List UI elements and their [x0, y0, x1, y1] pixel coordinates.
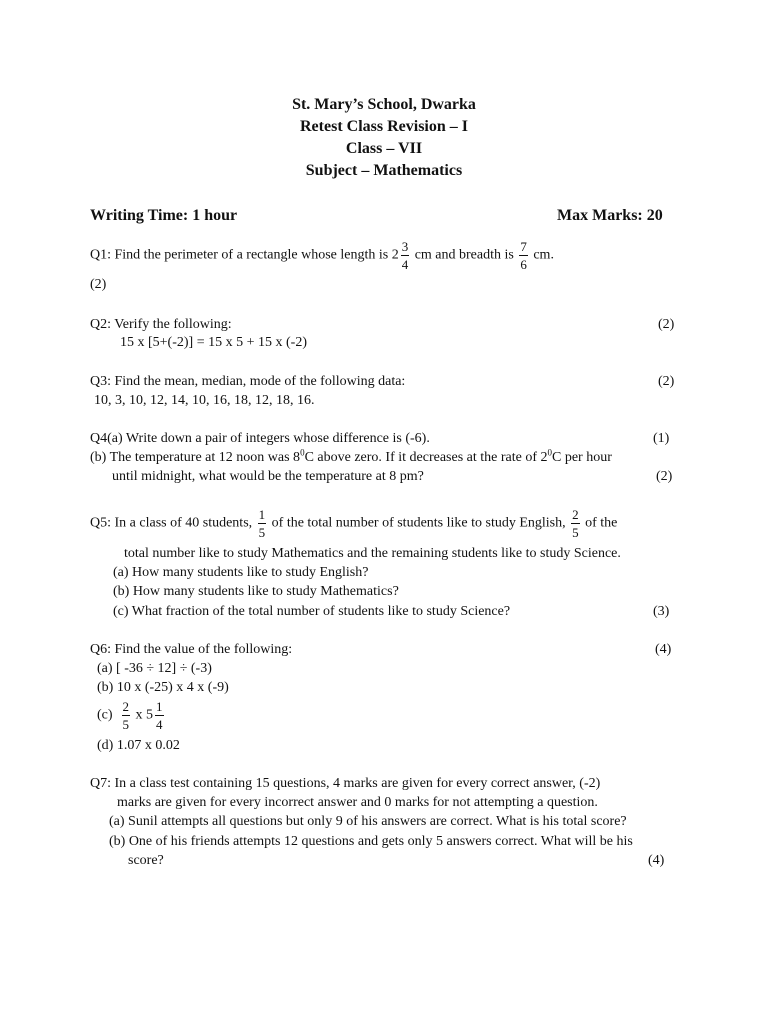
q1-text-lead: Q1: Find the perimeter of a rectangle whose length is 2	[90, 247, 399, 263]
q7-part-b: (b) One of his friends attempts 12 questions and gets only 5 answers correct. What will be his	[109, 834, 633, 849]
q4-part-b	[90, 447, 612, 465]
q1-length-den: 4	[401, 257, 409, 272]
q4-b-line2: until midnight, what would be the temperature at 8 pm?	[112, 469, 424, 484]
q2-expression: 15 x [5+(-2)] = 15 x 5 + 15 x (-2)	[120, 335, 307, 350]
q6-part-c	[97, 700, 166, 731]
q6-title: Q6: Find the value of the following:	[90, 642, 293, 657]
question-1	[90, 240, 554, 271]
q3-title: Q3: Find the mean, median, mode of the following data:	[90, 374, 406, 389]
q4-b-marks: (2)	[656, 469, 673, 484]
q5-text-end: of the	[581, 515, 618, 531]
q1-text-end: cm.	[529, 247, 554, 263]
q7-line1: Q7: In a class test containing 15 questions, 4 marks are given for every correct answer, (-2)	[90, 776, 601, 791]
q4-part-a: Q4(a) Write down a pair of integers whose difference is (-6).	[90, 431, 430, 446]
q4-b-text-2: C above zero. If it decreases at the rate of 2	[304, 450, 548, 465]
q6-c-f1-den: 5	[122, 717, 130, 732]
q5-f1-num: 1	[258, 507, 266, 522]
q1-length-num: 3	[401, 239, 409, 254]
q5-part-a: (a) How many students like to study English?	[113, 565, 369, 580]
q5-text-mid: of the total number of students like to study English,	[268, 515, 570, 531]
q1-breadth-num: 7	[520, 239, 527, 254]
class-title: Class – VII	[345, 140, 423, 157]
q6-part-a: (a) [ -36 ÷ 12] ÷ (-3)	[97, 661, 212, 676]
q6-marks: (4)	[655, 642, 672, 657]
q6-c-f2-den: 4	[156, 717, 163, 732]
q5-f1-den: 5	[258, 525, 266, 540]
q5-fraction-1	[258, 508, 267, 539]
test-title: Retest Class Revision – I	[300, 118, 468, 135]
q1-breadth-fraction	[519, 240, 528, 271]
q3-marks: (2)	[658, 374, 675, 389]
q3-data: 10, 3, 10, 12, 14, 10, 16, 18, 12, 18, 16.	[94, 393, 315, 408]
q6-part-b: (b) 10 x (-25) x 4 x (-9)	[97, 680, 229, 695]
q5-text-lead: Q5: In a class of 40 students,	[90, 515, 256, 531]
q5-part-b: (b) How many students like to study Mathematics?	[113, 584, 399, 599]
q2-marks: (2)	[658, 317, 675, 332]
writing-time: Writing Time: 1 hour	[90, 207, 238, 224]
q6-part-d: (d) 1.07 x 0.02	[97, 738, 180, 753]
degree-superscript: 0	[300, 447, 305, 458]
q6-c-fraction-1	[122, 700, 131, 731]
q1-marks: (2)	[90, 277, 107, 292]
q7-line2: marks are given for every incorrect answer and 0 marks for not attempting a question.	[117, 795, 598, 810]
q4-b-text-1: (b) The temperature at 12 noon was 8	[90, 450, 301, 465]
q6-c-mid: x 5	[132, 707, 154, 723]
max-marks: Max Marks: 20	[557, 207, 663, 224]
q5-marks: (3)	[653, 604, 670, 619]
q5-f2-den: 5	[572, 525, 579, 540]
q5-f2-num: 2	[572, 507, 579, 522]
question-5	[90, 508, 617, 539]
q1-length-fraction	[401, 240, 410, 271]
q6-c-fraction-2	[155, 700, 164, 731]
q4-a-marks: (1)	[653, 431, 670, 446]
q6-c-label: (c)	[97, 707, 113, 723]
q1-breadth-den: 6	[520, 257, 527, 272]
subject-title: Subject – Mathematics	[305, 162, 463, 179]
school-name: St. Mary’s School, Dwarka	[292, 96, 476, 113]
q5-line2: total number like to study Mathematics and the remaining students like to study Science.	[124, 546, 621, 561]
q4-b-text-3: C per hour	[552, 450, 612, 465]
q7-b-line2: score?	[128, 853, 164, 868]
q5-fraction-2	[571, 508, 580, 539]
q7-marks: (4)	[648, 853, 665, 868]
q6-c-f1-num: 2	[122, 699, 130, 714]
q7-part-a: (a) Sunil attempts all questions but only 9 of his answers are correct. What is his total score?	[109, 814, 627, 829]
q2-title: Q2: Verify the following:	[90, 317, 232, 332]
q1-text-mid: cm and breadth is	[411, 247, 518, 263]
degree-superscript: 0	[547, 447, 552, 458]
q5-part-c: (c) What fraction of the total number of students like to study Science?	[113, 604, 511, 619]
q6-c-f2-num: 1	[156, 699, 163, 714]
